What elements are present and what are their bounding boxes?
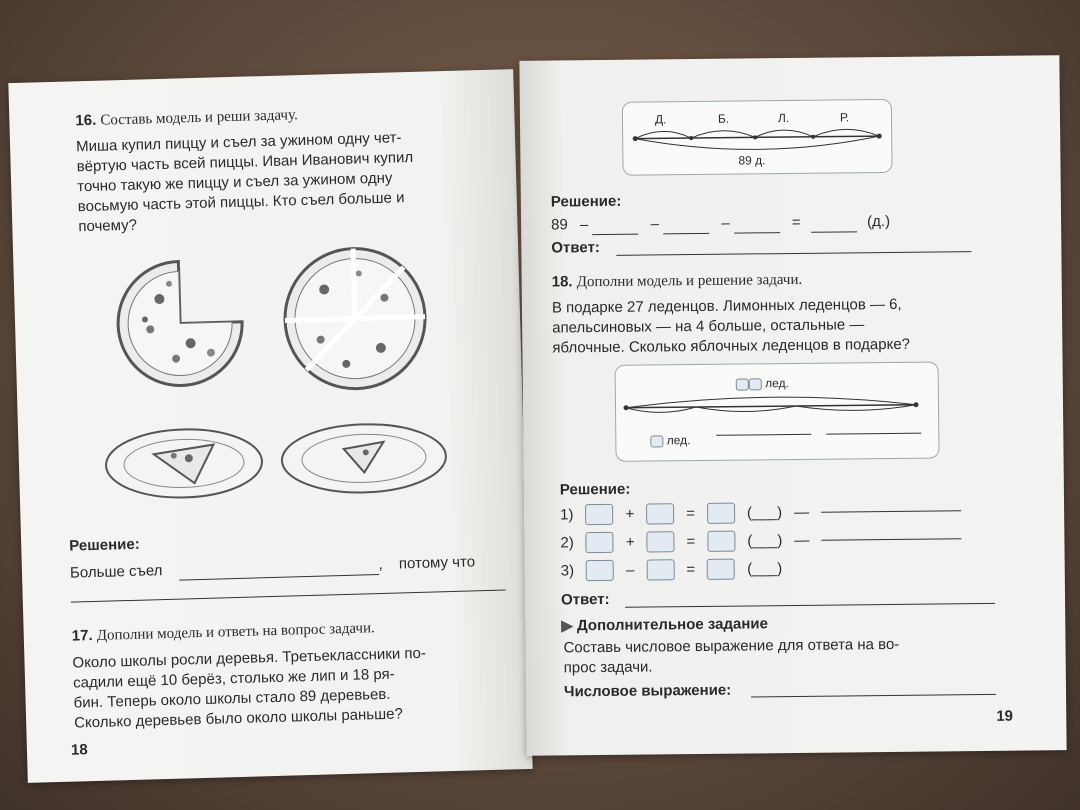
unit-label: лед.	[666, 433, 691, 448]
unit-blank[interactable]: (___)	[747, 560, 783, 578]
pizza-quarter-cut	[116, 260, 243, 387]
solution-row-3	[561, 558, 783, 581]
equals-sign: =	[686, 561, 696, 579]
extra-task-text	[563, 634, 1003, 679]
model-18-frame	[615, 361, 940, 461]
unit-label: лед.	[765, 376, 789, 391]
text-line: апельсиновых — на 4 больше, остальные —	[552, 316, 865, 337]
page-19	[519, 55, 1066, 756]
text-line: Около школы росли деревья. Третьеклассники по-	[72, 644, 427, 672]
pizza-illustration	[93, 240, 501, 531]
model-17-frame	[622, 99, 893, 176]
operator: –	[625, 561, 635, 579]
task-title: Составь модель и реши задачу.	[100, 107, 298, 129]
text-line: прос задачи.	[563, 658, 653, 677]
unit: (д.)	[867, 212, 891, 231]
model-bottom-label	[650, 433, 690, 447]
row-blank[interactable]	[821, 538, 961, 540]
solution-row-2	[560, 528, 961, 553]
expression-line[interactable]	[751, 694, 996, 698]
extra-heading-text: Дополнительное задание	[576, 615, 769, 635]
answer-blank[interactable]	[179, 574, 379, 581]
text-line: яблочные. Сколько яблочных леденцов в подарке?	[552, 335, 911, 357]
text-line: Миша купил пиццу и съел за ужином одну чет-	[75, 129, 402, 156]
total-label: 89 д.	[738, 153, 766, 168]
text-line: восьмую часть этой пиццы. Кто съел больше и	[77, 189, 405, 216]
equals-sign: =	[791, 213, 801, 231]
start-value: 89	[551, 216, 568, 234]
task-16-heading	[75, 105, 298, 131]
answer-line[interactable]	[616, 251, 971, 256]
blank-result[interactable]	[811, 231, 857, 232]
input-box[interactable]	[707, 559, 735, 580]
task-16-text	[76, 126, 499, 238]
input-box[interactable]	[586, 560, 614, 581]
blank-2[interactable]	[663, 233, 709, 234]
label-b: Б.	[717, 111, 730, 126]
answer-label: Ответ:	[560, 590, 610, 609]
row-number: 2)	[560, 534, 574, 552]
input-box[interactable]	[646, 503, 674, 524]
operator: +	[625, 533, 635, 551]
input-box[interactable]	[646, 531, 674, 552]
triangle-icon: ▶	[561, 617, 573, 635]
answer-line[interactable]	[625, 603, 995, 608]
unit-blank[interactable]: (___)	[747, 532, 783, 550]
minus-sign: –	[721, 214, 730, 232]
plate-1	[105, 427, 263, 499]
text-line: Составь числовое выражение для ответа на во-	[563, 635, 900, 657]
task-number: 17.	[71, 627, 93, 645]
answer-line[interactable]	[71, 589, 506, 602]
text-line: В подарке 27 леденцов. Лимонных леденцов — 6,	[551, 295, 902, 317]
answer-label: Ответ:	[551, 239, 600, 257]
input-box[interactable]	[646, 559, 674, 580]
dash: —	[793, 503, 810, 521]
row-blank[interactable]	[821, 510, 961, 512]
page-18	[8, 69, 532, 783]
task-17-heading	[72, 618, 376, 646]
digit-box[interactable]	[749, 378, 762, 390]
input-box[interactable]	[585, 504, 613, 525]
task-title: Дополни модель и решение задачи.	[576, 271, 803, 291]
blank-3[interactable]	[734, 232, 780, 233]
label-r: Р.	[839, 110, 850, 125]
comma: ,	[378, 555, 383, 574]
task-number: 18.	[551, 273, 573, 291]
text-line: вёртую часть всей пиццы. Иван Иванович купил	[76, 148, 414, 176]
solution-line-1	[70, 551, 510, 583]
unit-blank[interactable]: (___)	[746, 504, 783, 522]
text-line: садили ещё 10 берёз, столько же лип и 18 ря-	[72, 665, 395, 692]
operator: +	[625, 505, 635, 523]
plate-2	[281, 422, 447, 495]
solution-label: Решение:	[69, 535, 140, 555]
page-number: 18	[70, 741, 88, 759]
text-line: бин. Теперь около школы стало 89 деревьев.	[73, 685, 391, 712]
row-number: 3)	[560, 562, 575, 580]
task-number: 16.	[75, 111, 97, 130]
solution-label: Решение:	[550, 192, 622, 211]
pizza-eighth-cut	[283, 247, 427, 391]
solution-row-1	[560, 500, 961, 525]
dash: —	[794, 531, 810, 549]
label-more-ate: Больше съел	[69, 562, 163, 582]
label-d: Д.	[654, 112, 667, 127]
page-number: 19	[996, 707, 1014, 725]
expression-label: Числовое выражение:	[563, 681, 732, 701]
label-because: потому что	[398, 553, 476, 573]
digit-box[interactable]	[650, 435, 663, 447]
solution-17-line	[551, 211, 991, 236]
text-line: точно такую же пиццу и съел за ужином одну	[77, 169, 393, 196]
task-17-text	[72, 641, 514, 733]
model-top-label	[736, 376, 789, 391]
task-18-heading	[552, 270, 803, 293]
input-box[interactable]	[707, 503, 735, 524]
equals-sign: =	[686, 505, 696, 523]
task-title: Дополни модель и ответь на вопрос задачи.	[96, 620, 375, 644]
solution-label: Решение:	[559, 480, 631, 499]
blank-1[interactable]	[593, 234, 639, 235]
minus-sign: –	[650, 215, 660, 233]
extra-task-heading	[561, 614, 768, 636]
text-line: почему?	[78, 216, 138, 236]
text-line: Сколько деревьев было около школы раньше?	[73, 705, 404, 732]
workbook	[18, 58, 1068, 758]
task-18-text	[552, 294, 1003, 359]
equals-sign: =	[686, 533, 696, 551]
minus-sign: –	[579, 216, 589, 234]
input-box[interactable]	[586, 532, 614, 553]
row-number: 1)	[560, 506, 574, 524]
input-box[interactable]	[707, 531, 735, 552]
digit-box[interactable]	[736, 378, 749, 390]
label-l: Л.	[777, 111, 790, 126]
